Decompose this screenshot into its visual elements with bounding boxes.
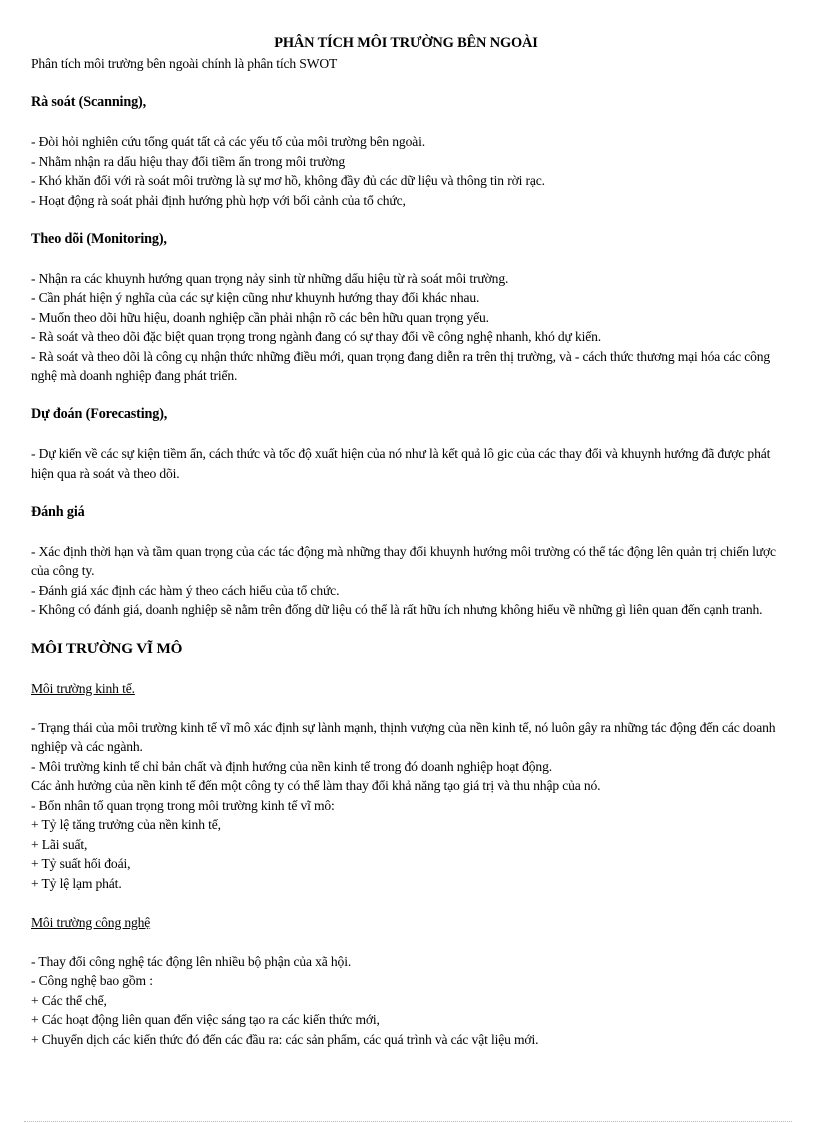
- list-item: - Nhằm nhận ra dấu hiệu thay đổi tiềm ẩn trong môi trường: [31, 153, 346, 169]
- list-item: Các ảnh hưởng của nền kinh tế đến một công ty có thể làm thay đổi khả năng tạo giá trị và thu nhập của nó.: [31, 778, 601, 793]
- list-item: - Cần phát hiện ý nghĩa của các sự kiện cũng như khuynh hướng thay đổi khác nhau.: [31, 290, 480, 305]
- list-item: - Trạng thái của môi trường kinh tế vĩ mô xác định sự lành mạnh, thịnh vượng của nền kinh tế, nó luôn gây ra những tác động đến các doanh nghiệp và các ngành.: [31, 719, 776, 754]
- list-item: + Tỷ lệ lạm phát.: [31, 875, 122, 891]
- list-item: + Các thể chế,: [31, 992, 107, 1008]
- list-item: - Dự kiến về các sự kiện tiềm ẩn, cách thức và tốc độ xuất hiện của nó như là kết quả lô gic của các thay đổi và khuynh hướng đã được phát hiện qua rà soát và theo dõi.: [31, 446, 771, 481]
- subheading-economic: Môi trường kinh tế.: [31, 680, 135, 696]
- list-item: + Chuyển dịch các kiến thức đó đến các đầu ra: các sản phẩm, các quá trình và các vật liệu mới.: [31, 1031, 539, 1047]
- list-item: + Các hoạt động liên quan đến việc sáng tạo ra các kiến thức mới,: [31, 1012, 380, 1027]
- list-item: - Khó khăn đối với rà soát môi trường là sự mơ hồ, không đầy đủ các dữ liệu và thông tin rời rạc.: [31, 173, 545, 188]
- section-heading-forecasting: Dự đoán (Forecasting),: [31, 406, 168, 422]
- list-item: - Xác định thời hạn và tầm quan trọng của các tác động mà những thay đổi khuynh hướng môi trường có thể tác động lên quản trị chiến lược của công ty.: [31, 543, 776, 578]
- page-title: PHÂN TÍCH MÔI TRƯỜNG BÊN NGOÀI: [274, 35, 538, 51]
- list-item: - Hoạt động rà soát phải định hướng phù hợp với bối cảnh của tổ chức,: [31, 192, 406, 208]
- document-page: [31, 34, 781, 1049]
- section-heading-assessment: Đánh giá: [31, 503, 85, 520]
- list-item: + Lãi suất,: [31, 836, 88, 852]
- section-heading-monitoring: Theo dõi (Monitoring),: [31, 230, 167, 247]
- section-heading-macro: MÔI TRƯỜNG VĨ MÔ: [31, 640, 183, 657]
- list-item: - Công nghệ bao gồm :: [31, 973, 153, 988]
- list-item: + Tỷ lệ tăng trưởng của nền kinh tế,: [31, 817, 221, 832]
- list-item: - Nhận ra các khuynh hướng quan trọng nảy sinh từ những dấu hiệu từ rà soát môi trường.: [31, 270, 509, 286]
- list-item: - Rà soát và theo dõi là công cụ nhận thức những điều mới, quan trọng đang diễn ra trên thị trường, và - cách thức thương mại hóa các công nghệ mà doanh nghiệp đang phát triển.: [31, 348, 771, 383]
- list-item: - Môi trường kinh tế chỉ bản chất và định hướng của nền kinh tế trong đó doanh nghiệp hoạt động.: [31, 758, 552, 774]
- list-item: - Rà soát và theo dõi đặc biệt quan trọng trong ngành đang có sự thay đổi về công nghệ nhanh, khó dự kiến.: [31, 329, 602, 344]
- list-item: - Bốn nhân tố quan trọng trong môi trường kinh tế vĩ mô:: [31, 797, 335, 813]
- list-item: - Đánh giá xác định các hàm ý theo cách hiểu của tổ chức.: [31, 582, 340, 598]
- subheading-technology: Môi trường công nghệ: [31, 914, 151, 930]
- list-item: - Thay đổi công nghệ tác động lên nhiều bộ phận của xã hội.: [31, 953, 352, 969]
- list-item: - Đòi hỏi nghiên cứu tổng quát tất cả các yếu tố của môi trường bên ngoài.: [31, 134, 425, 149]
- list-item: - Không có đánh giá, doanh nghiệp sẽ nằm trên đống dữ liệu có thể là rất hữu ích nhưng không hiểu về những gì liên quan đến cạnh tranh.: [31, 602, 763, 617]
- page-bottom-divider: [24, 1121, 792, 1122]
- list-item: + Tỷ suất hối đoái,: [31, 856, 131, 871]
- list-item: - Muốn theo dõi hữu hiệu, doanh nghiệp cần phải nhận rõ các bên hữu quan trọng yếu.: [31, 309, 489, 325]
- intro-text: Phân tích môi trường bên ngoài chính là phân tích SWOT: [31, 56, 338, 71]
- section-heading-scanning: Rà soát (Scanning),: [31, 94, 147, 110]
